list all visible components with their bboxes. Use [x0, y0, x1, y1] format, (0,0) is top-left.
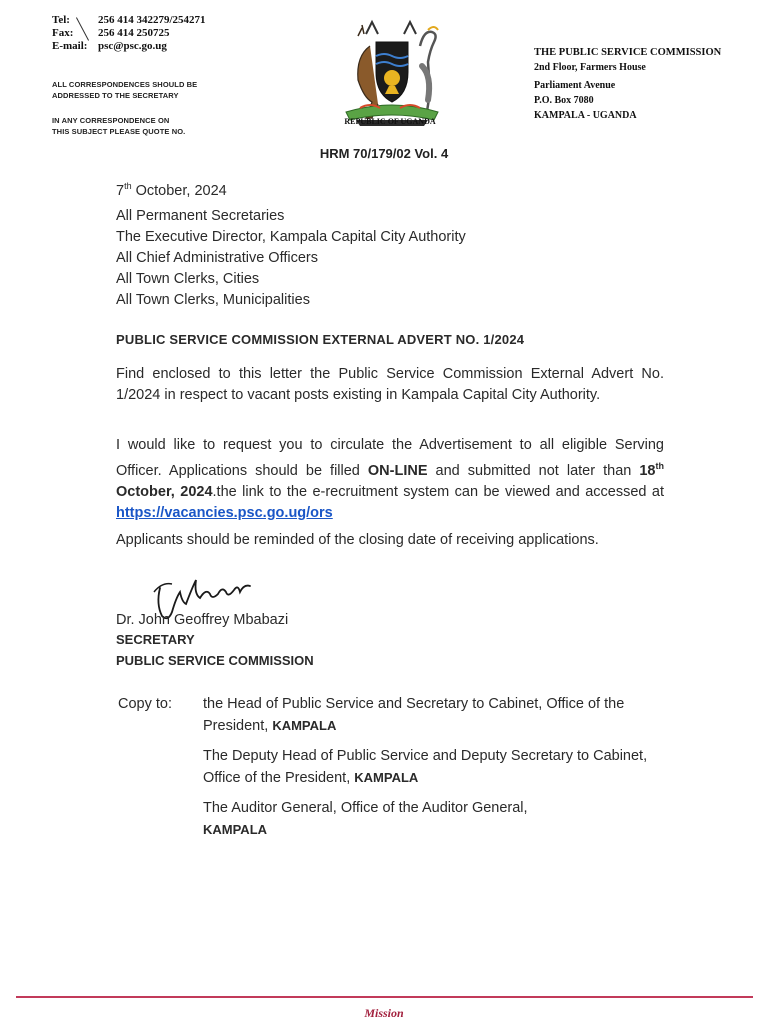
email-label: E-mail: [52, 40, 88, 52]
coat-of-arms-icon [336, 16, 446, 130]
footer-mission: Mission [364, 1006, 404, 1020]
address-block [534, 45, 721, 123]
request-text: .the link to the e-recruitment system can be viewed and accessed at [212, 483, 664, 500]
copy-entry [203, 746, 669, 789]
note-line: ALL CORRESPONDENCES SHOULD BE [52, 80, 198, 89]
online-emphasis: ON-LINE [367, 462, 428, 479]
recipients-list [116, 206, 466, 311]
copy-entry-city: KAMPALA [203, 822, 268, 837]
date-rest: October, 2024 [131, 182, 227, 199]
date-suffix: th [124, 181, 132, 191]
recipient: The Executive Director, Kampala Capital City Authority [116, 229, 466, 245]
signer-title: SECRETARY [116, 632, 195, 647]
address-line: KAMPALA - UGANDA [534, 110, 637, 121]
paragraph-request [116, 435, 664, 524]
date-day: 7 [116, 182, 125, 199]
advert-heading: PUBLIC SERVICE COMMISSION EXTERNAL ADVERT NO. 1/2024 [116, 332, 525, 347]
recipient: All Town Clerks, Municipalities [116, 292, 310, 308]
ors-link[interactable]: https://vacancies.psc.go.ug/ors [116, 504, 333, 521]
reference-number: HRM 70/179/02 Vol. 4 [319, 146, 449, 161]
deadline-suffix: th [655, 461, 664, 471]
copy-entry-text: The Auditor General, Office of the Auditor General, [203, 800, 528, 816]
fax-value: 256 414 250725 [98, 27, 170, 39]
signer-name: Dr. John Geoffrey Mbabazi [116, 612, 289, 628]
coat-caption: REPUBLIC OF UGANDA [344, 117, 436, 126]
note-line: IN ANY CORRESPONDENCE ON [52, 116, 170, 125]
fax-label: Fax: [52, 27, 74, 39]
recipient: All Chief Administrative Officers [116, 250, 318, 266]
letter-date [116, 176, 227, 202]
footer-rule [16, 996, 753, 998]
note-line: THIS SUBJECT PLEASE QUOTE NO. [52, 127, 186, 136]
address-line: THE PUBLIC SERVICE COMMISSION [534, 47, 722, 58]
paragraph-enclosure: Find enclosed to this letter the Public Service Commission External Advert No. 1/2024 in respect to vacant posts existing in Kampala Capital City Authority. [116, 366, 664, 403]
copy-to-label: Copy to: [118, 696, 172, 712]
deadline-rest: October, 2024 [116, 483, 213, 500]
tel-label: Tel: [52, 14, 70, 26]
request-text: I would like to request you to circulate the Advertisement to all eligible Serving Officer. Applications should be filled [116, 437, 664, 479]
correspondence-note [52, 79, 197, 101]
address-line: Parliament Avenue [534, 80, 616, 91]
contact-block [52, 14, 206, 53]
address-line: 2nd Floor, Farmers House [534, 62, 646, 73]
recipient: All Town Clerks, Cities [116, 271, 260, 287]
address-line: P.O. Box 7080 [534, 95, 594, 106]
signer-organization: PUBLIC SERVICE COMMISSION [116, 653, 314, 668]
copy-entry-city: KAMPALA [272, 718, 337, 733]
note-line: ADDRESSED TO THE SECRETARY [52, 91, 179, 100]
copy-entry-city: KAMPALA [354, 770, 419, 785]
copy-entry-text: the Head of Public Service and Secretary to Cabinet, Office of the President, [203, 696, 625, 734]
quote-note [52, 115, 185, 137]
copy-entry [203, 694, 669, 737]
request-text: and submitted not later than [427, 462, 640, 479]
deadline-day: 18 [639, 462, 656, 479]
copy-entry [203, 798, 669, 841]
tel-value: 256 414 342279/254271 [98, 14, 206, 26]
recipient: All Permanent Secretaries [116, 208, 285, 224]
paragraph-reminder: Applicants should be reminded of the closing date of receiving applications. [116, 532, 599, 548]
email-value: psc@psc.go.ug [98, 40, 167, 52]
copy-entry-text: The Deputy Head of Public Service and Deputy Secretary to Cabinet, Office of the President, [203, 748, 648, 786]
